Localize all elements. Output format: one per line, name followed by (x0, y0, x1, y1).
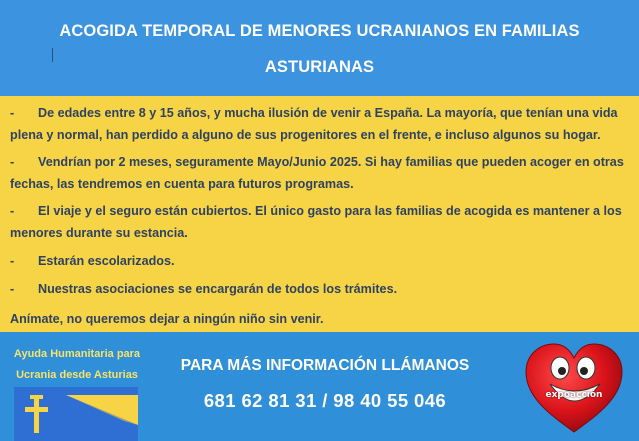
list-item-text: Nuestras asociaciones se encargarán de todos los trámites. (38, 282, 398, 296)
logo-text: expoacción (545, 390, 603, 400)
list-item (10, 200, 635, 244)
phone-numbers[interactable]: 681 62 81 31 / 98 40 55 046 (203, 390, 447, 411)
bullet-dash: - (10, 282, 15, 296)
list-item (10, 278, 635, 300)
page-title-line1: ACOGIDA TEMPORAL DE MENORES UCRANIANOS EN FAMILIAS (59, 22, 580, 40)
list-item-text: De edades entre 8 y 15 años, y mucha ilusión de venir a España. La mayoría, que tenían una vida plena y normal, han perdido a alguno de sus progenitores en el frente, e incluso algunos su hogar. (10, 106, 618, 142)
organization-line2: Ucrania desde Asturias (16, 369, 138, 381)
list-item-text: Estarán escolarizados. (38, 254, 175, 268)
bullet-dash: - (10, 204, 15, 218)
organization-name (0, 344, 154, 386)
call-to-action: PARA MÁS INFORMACIÓN LLÁMANOS (180, 357, 470, 374)
asturias-flag-icon (14, 387, 138, 441)
bullet-dash: - (10, 106, 15, 120)
list-item (10, 151, 635, 195)
organization-line1: Ayuda Humanitaria para (13, 348, 141, 360)
page-title-line2: ASTURIANAS (264, 58, 375, 76)
bullet-dash: - (10, 155, 15, 169)
list-item (10, 102, 635, 146)
bullet-dash: - (10, 254, 15, 268)
closing-text: Anímate, no queremos dejar a ningún niño sin venir. (10, 312, 324, 326)
expoaccion-heart-logo (522, 340, 626, 436)
info-section (0, 96, 639, 332)
list-item-text: El viaje y el seguro están cubiertos. El único gasto para las familias de acogida es mantener a los menores durante su estancia. (10, 204, 622, 240)
header-banner (0, 0, 639, 96)
list-item (10, 250, 635, 272)
list-item-text: Vendrían por 2 meses, seguramente Mayo/Junio 2025. Si hay familias que pueden acoger en otras fechas, las tendremos en cuenta para futuros programas. (10, 155, 624, 191)
